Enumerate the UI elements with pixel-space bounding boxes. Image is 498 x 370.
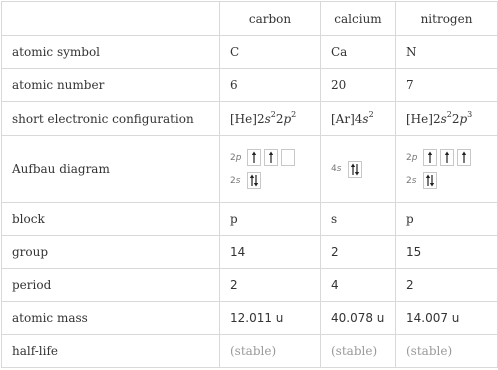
table-row [2,269,498,302]
cell-nitrogen-number: 7 [396,69,498,102]
cell-carbon-block: p [220,203,321,236]
cell-carbon-half-life: (stable) [220,335,321,368]
row-label-atomic-mass: atomic mass [2,302,220,335]
cell-carbon-aufbau [220,136,321,203]
electron-pair-icon [424,173,436,188]
row-label-group: group [2,236,220,269]
row-label-half-life: half-life [2,335,220,368]
header-row [2,2,498,36]
cell-calcium-half-life: (stable) [321,335,396,368]
electron-pair-icon [349,162,361,177]
header-nitrogen: nitrogen [396,2,498,36]
cell-calcium-mass: 40.078 u [321,302,396,335]
orbital-box [264,149,278,166]
orbital-row [406,171,497,191]
orbital-label: 2s [230,175,241,186]
cell-nitrogen-symbol: N [396,36,498,69]
cell-nitrogen-mass: 14.007 u [396,302,498,335]
electron-up-icon [265,150,277,165]
cell-carbon-number: 6 [220,69,321,102]
cell-calcium-symbol: Ca [321,36,396,69]
header-carbon: carbon [220,2,321,36]
orbital-label: 2s [406,175,417,186]
table-row [2,136,498,203]
orbital-box [348,161,362,178]
electron-pair-icon [248,173,260,188]
aufbau-diagram-calcium [331,159,395,179]
cell-calcium-aufbau [321,136,396,203]
orbital-label: 2p [406,152,418,163]
orbital-box [247,172,261,189]
cell-calcium-group: 2 [321,236,396,269]
orbital-label: 4s [331,164,342,174]
table-row [2,335,498,368]
row-label-period: period [2,269,220,302]
cell-carbon-symbol: C [220,36,321,69]
cell-carbon-period: 2 [220,269,321,302]
cell-carbon-configuration: $[He]2s^22p^2$ [220,102,321,136]
element-comparison-table [1,1,498,368]
orbital-box [281,149,295,166]
orbital-box [457,149,471,166]
table-row [2,36,498,69]
aufbau-diagram-nitrogen [406,148,497,191]
row-label-block: block [2,203,220,236]
row-label-atomic-number: atomic number [2,69,220,102]
row-label-atomic-symbol: atomic symbol [2,36,220,69]
cell-calcium-period: 4 [321,269,396,302]
electron-up-icon [441,150,453,165]
cell-calcium-block: s [321,203,396,236]
cell-carbon-group: 14 [220,236,321,269]
empty-orbital-icon [282,150,294,165]
table-row [2,102,498,136]
orbital-box [247,149,261,166]
orbital-row [230,171,320,191]
table-row [2,302,498,335]
aufbau-diagram-carbon [230,148,320,191]
orbital-box [423,172,437,189]
orbital-row [230,148,320,168]
table-row [2,69,498,102]
cell-calcium-configuration: $[Ar]4s^2$ [321,102,396,136]
cell-nitrogen-configuration: $[He]2s^22p^3$ [396,102,498,136]
row-label-aufbau: Aufbau diagram [2,136,220,203]
table-row [2,203,498,236]
row-label-configuration: short electronic configuration [2,102,220,136]
cell-carbon-mass: 12.011 u [220,302,321,335]
orbital-label: 2p [230,152,242,163]
orbital-box [440,149,454,166]
cell-nitrogen-period: 2 [396,269,498,302]
table-row [2,236,498,269]
orbital-row [331,159,395,179]
electron-up-icon [424,150,436,165]
electron-up-icon [458,150,470,165]
orbital-row [406,148,497,168]
electron-up-icon [248,150,260,165]
cell-nitrogen-half-life: (stable) [396,335,498,368]
header-corner [2,2,220,36]
orbital-box [423,149,437,166]
cell-calcium-number: 20 [321,69,396,102]
cell-nitrogen-aufbau [396,136,498,203]
header-calcium: calcium [321,2,396,36]
cell-nitrogen-group: 15 [396,236,498,269]
cell-nitrogen-block: p [396,203,498,236]
